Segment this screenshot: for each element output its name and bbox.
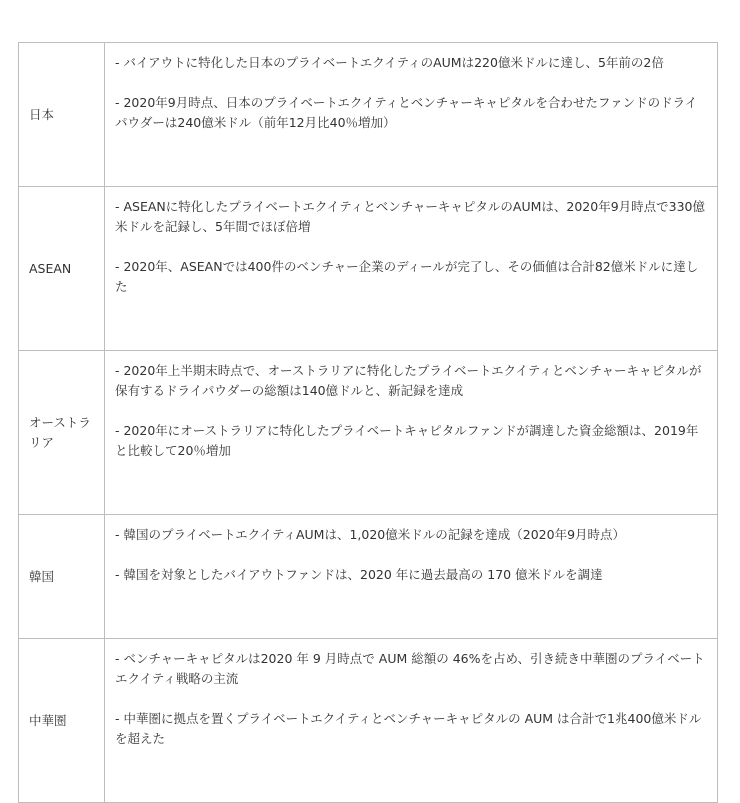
table-row-japan	[19, 43, 718, 187]
region-table-container	[18, 42, 718, 803]
detail-point: - ベンチャーキャピタルは2020 年 9 月時点で AUM 総額の 46%を占め、引き続き中華圏のプライベートエクイティ戦略の主流	[115, 651, 705, 686]
region-name: 中華圏	[19, 639, 105, 803]
region-name: 韓国	[19, 515, 105, 639]
detail-point: - 2020年9月時点、日本のプライベートエクイティとベンチャーキャピタルを合わせたファンドのドライパウダーは240億米ドル（前年12月比40％増加）	[115, 95, 698, 130]
region-name: 日本	[19, 43, 105, 187]
region-name: ASEAN	[19, 187, 105, 351]
table-row-asean	[19, 187, 718, 351]
detail-point: - 韓国を対象としたバイアウトファンドは、2020 年に過去最高の 170 億米ドルを調達	[115, 567, 603, 582]
table-row-australia	[19, 351, 718, 515]
region-name: オーストラリア	[19, 351, 105, 515]
detail-point: - ASEANに特化したプライベートエクイティとベンチャーキャピタルのAUMは、2020年9月時点で330億米ドルを記録し、5年間でほぼ倍増	[115, 199, 706, 234]
detail-point: - 中華圏に拠点を置くプライベートエクイティとベンチャーキャピタルの AUM は合計で1兆400億米ドルを超えた	[115, 711, 702, 746]
table-row-greater-china	[19, 639, 718, 803]
region-table	[18, 42, 718, 803]
detail-point: - 2020年にオーストラリアに特化したプライベートキャピタルファンドが調達した資金総額は、2019年と比較して20％増加	[115, 423, 699, 458]
detail-point: - 韓国のプライベートエクイティAUMは、1,020億米ドルの記録を達成（2020年9月時点）	[115, 527, 626, 542]
region-details	[105, 43, 718, 187]
region-details	[105, 187, 718, 351]
region-details	[105, 639, 718, 803]
detail-point: - 2020年上半期末時点で、オーストラリアに特化したプライベートエクイティとベンチャーキャピタルが保有するドライパウダーの総額は140億ドルと、新記録を達成	[115, 363, 702, 398]
table-row-korea	[19, 515, 718, 639]
detail-point: - バイアウトに特化した日本のプライベートエクイティのAUMは220億米ドルに達し、5年前の2倍	[115, 55, 664, 70]
region-details	[105, 351, 718, 515]
detail-point: - 2020年、ASEANでは400件のベンチャー企業のディールが完了し、その価値は合計82億米ドルに達した	[115, 259, 699, 294]
region-details	[105, 515, 718, 639]
